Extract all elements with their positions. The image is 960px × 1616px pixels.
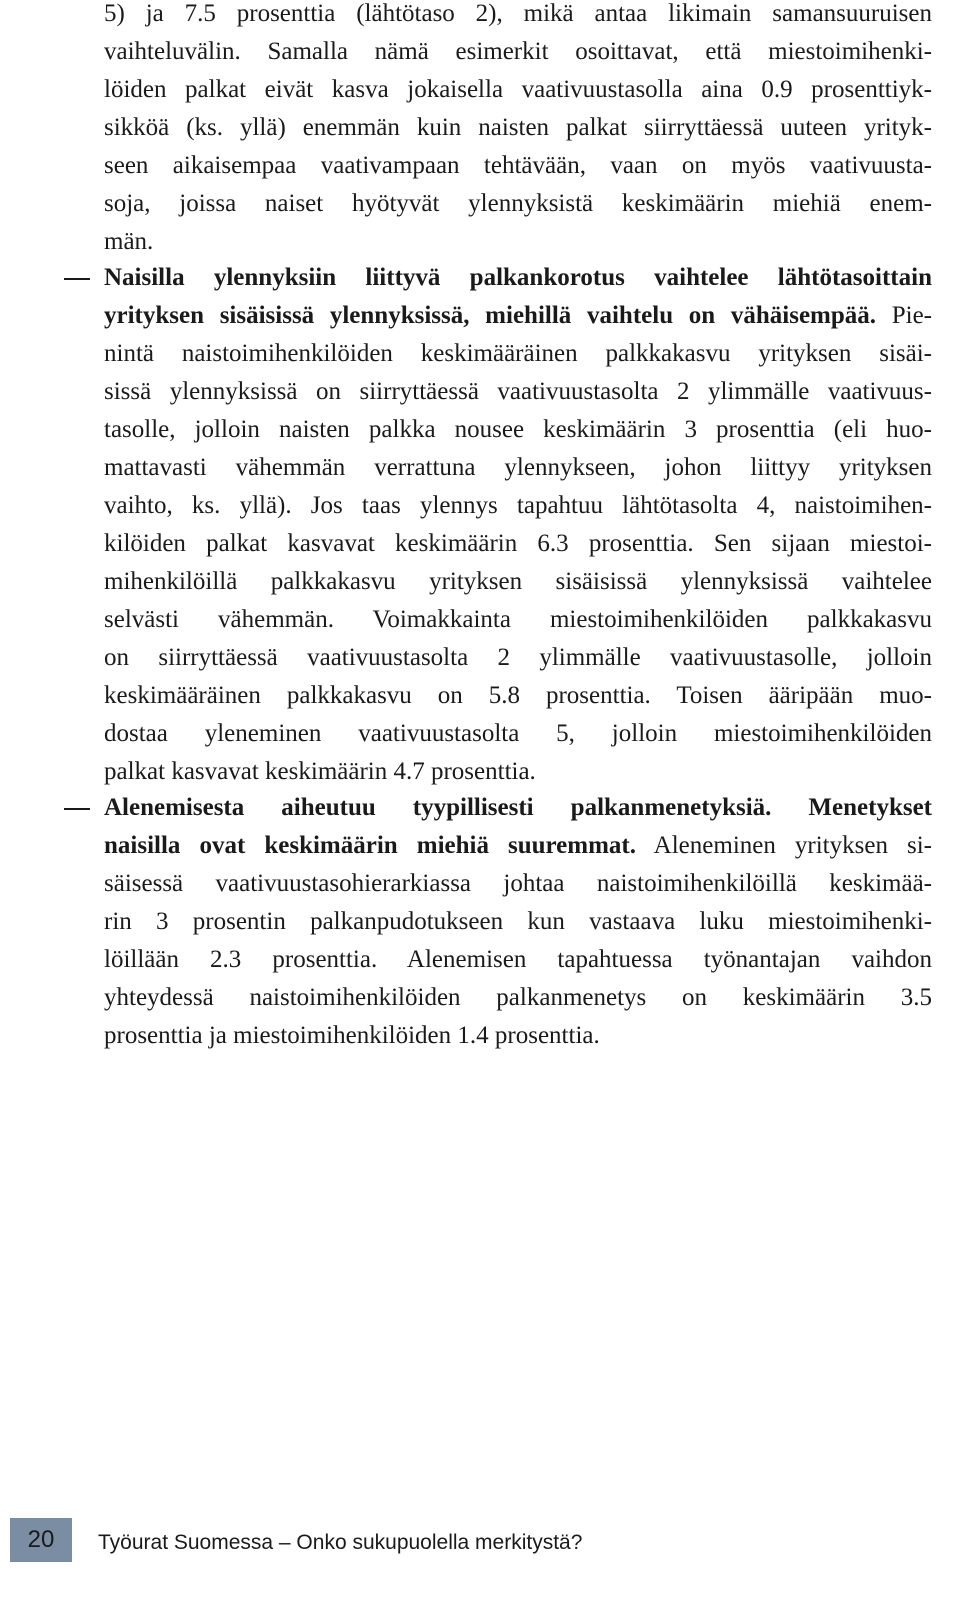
text-line: säisessä vaativuustasohierarkiassa johtaa naistoimihenkilöillä keskimää- <box>104 870 932 897</box>
text-line: on siirryttäessä vaativuustasolta 2 ylimmälle vaativuustasolle, jolloin <box>104 644 932 671</box>
bullet-heading-line <box>104 789 932 827</box>
text-line: kilöiden palkat kasvavat keskimäärin 6.3 prosenttia. Sen sijaan miestoi- <box>104 530 932 557</box>
text-line: löiden palkat eivät kasva jokaisella vaativuustasolla aina 0.9 prosenttiyk- <box>104 76 932 103</box>
footer-title: Työurat Suomessa – Onko sukupuolella merkitystä? <box>98 1531 583 1554</box>
bullet-dash <box>64 808 90 810</box>
text-line: 5) ja 7.5 prosenttia (lähtötaso 2), mikä antaa likimain samansuuruisen <box>104 0 932 27</box>
text-line: sissä ylennyksissä on siirryttäessä vaativuustasolta 2 ylimmälle vaativuus- <box>104 378 932 405</box>
page-number: 20 <box>10 1518 72 1562</box>
text-line: män. <box>104 228 154 255</box>
text-line: vaihteluvälin. Samalla nämä esimerkit osoittavat, että miestoimihenki- <box>104 38 932 65</box>
text-line: mihenkilöillä palkkakasvu yrityksen sisäisissä ylennyksissä vaihtelee <box>104 568 932 595</box>
text-line: sikköä (ks. yllä) enemmän kuin naisten palkat siirryttäessä uuteen yrityk- <box>104 114 932 141</box>
bold-text: Alenemisesta aiheutuu tyypillisesti palkanmenetyksiä. Menetykset <box>104 794 932 821</box>
text-line: selvästi vähemmän. Voimakkainta miestoimihenkilöiden palkkakasvu <box>104 606 932 633</box>
bullet-heading-line <box>104 827 932 865</box>
bullet-dash <box>64 278 90 280</box>
text-line: keskimääräinen palkkakasvu on 5.8 prosenttia. Toisen ääripään muo- <box>104 682 932 709</box>
text-line: tasolle, jolloin naisten palkka nousee keskimäärin 3 prosenttia (eli huo- <box>104 416 932 443</box>
text-line: dostaa yleneminen vaativuustasolta 5, jolloin miestoimihenkilöiden <box>104 720 932 747</box>
text-line: soja, joissa naiset hyötyvät ylennyksistä keskimäärin miehiä enem- <box>104 190 932 217</box>
text-line: palkat kasvavat keskimäärin 4.7 prosenttia. <box>104 758 536 785</box>
text-line: prosenttia ja miestoimihenkilöiden 1.4 prosenttia. <box>104 1022 600 1049</box>
bold-text: yrityksen sisäisissä ylennyksissä, miehillä vaihtelu on vähäisempää. <box>104 302 877 329</box>
text-span: Pie- <box>876 302 932 329</box>
text-span: Aleneminen yrityksen si- <box>636 832 933 859</box>
bullet-heading-line <box>104 297 932 335</box>
bullet-heading-line <box>104 259 932 297</box>
text-line: vaihto, ks. yllä). Jos taas ylennys tapahtuu lähtötasolta 4, naistoimihen- <box>104 492 932 519</box>
text-line: mattavasti vähemmän verrattuna ylennykseen, johon liittyy yrityksen <box>104 454 932 481</box>
bold-text: Naisilla ylennyksiin liittyvä palkankorotus vaihtelee lähtötasoittain <box>104 264 932 291</box>
text-line: nintä naistoimihenkilöiden keskimääräinen palkkakasvu yrityksen sisäi- <box>104 340 932 367</box>
page-footer <box>0 1518 960 1562</box>
text-line: seen aikaisempaa vaativampaan tehtävään, vaan on myös vaativuusta- <box>104 152 932 179</box>
text-line: rin 3 prosentin palkanpudotukseen kun vastaava luku miestoimihenki- <box>104 908 932 935</box>
text-line: yhteydessä naistoimihenkilöiden palkanmenetys on keskimäärin 3.5 <box>104 984 932 1011</box>
text-line: löillään 2.3 prosenttia. Alenemisen tapahtuessa työnantajan vaihdon <box>104 946 932 973</box>
bold-text: naisilla ovat keskimäärin miehiä suuremmat. <box>104 832 637 859</box>
